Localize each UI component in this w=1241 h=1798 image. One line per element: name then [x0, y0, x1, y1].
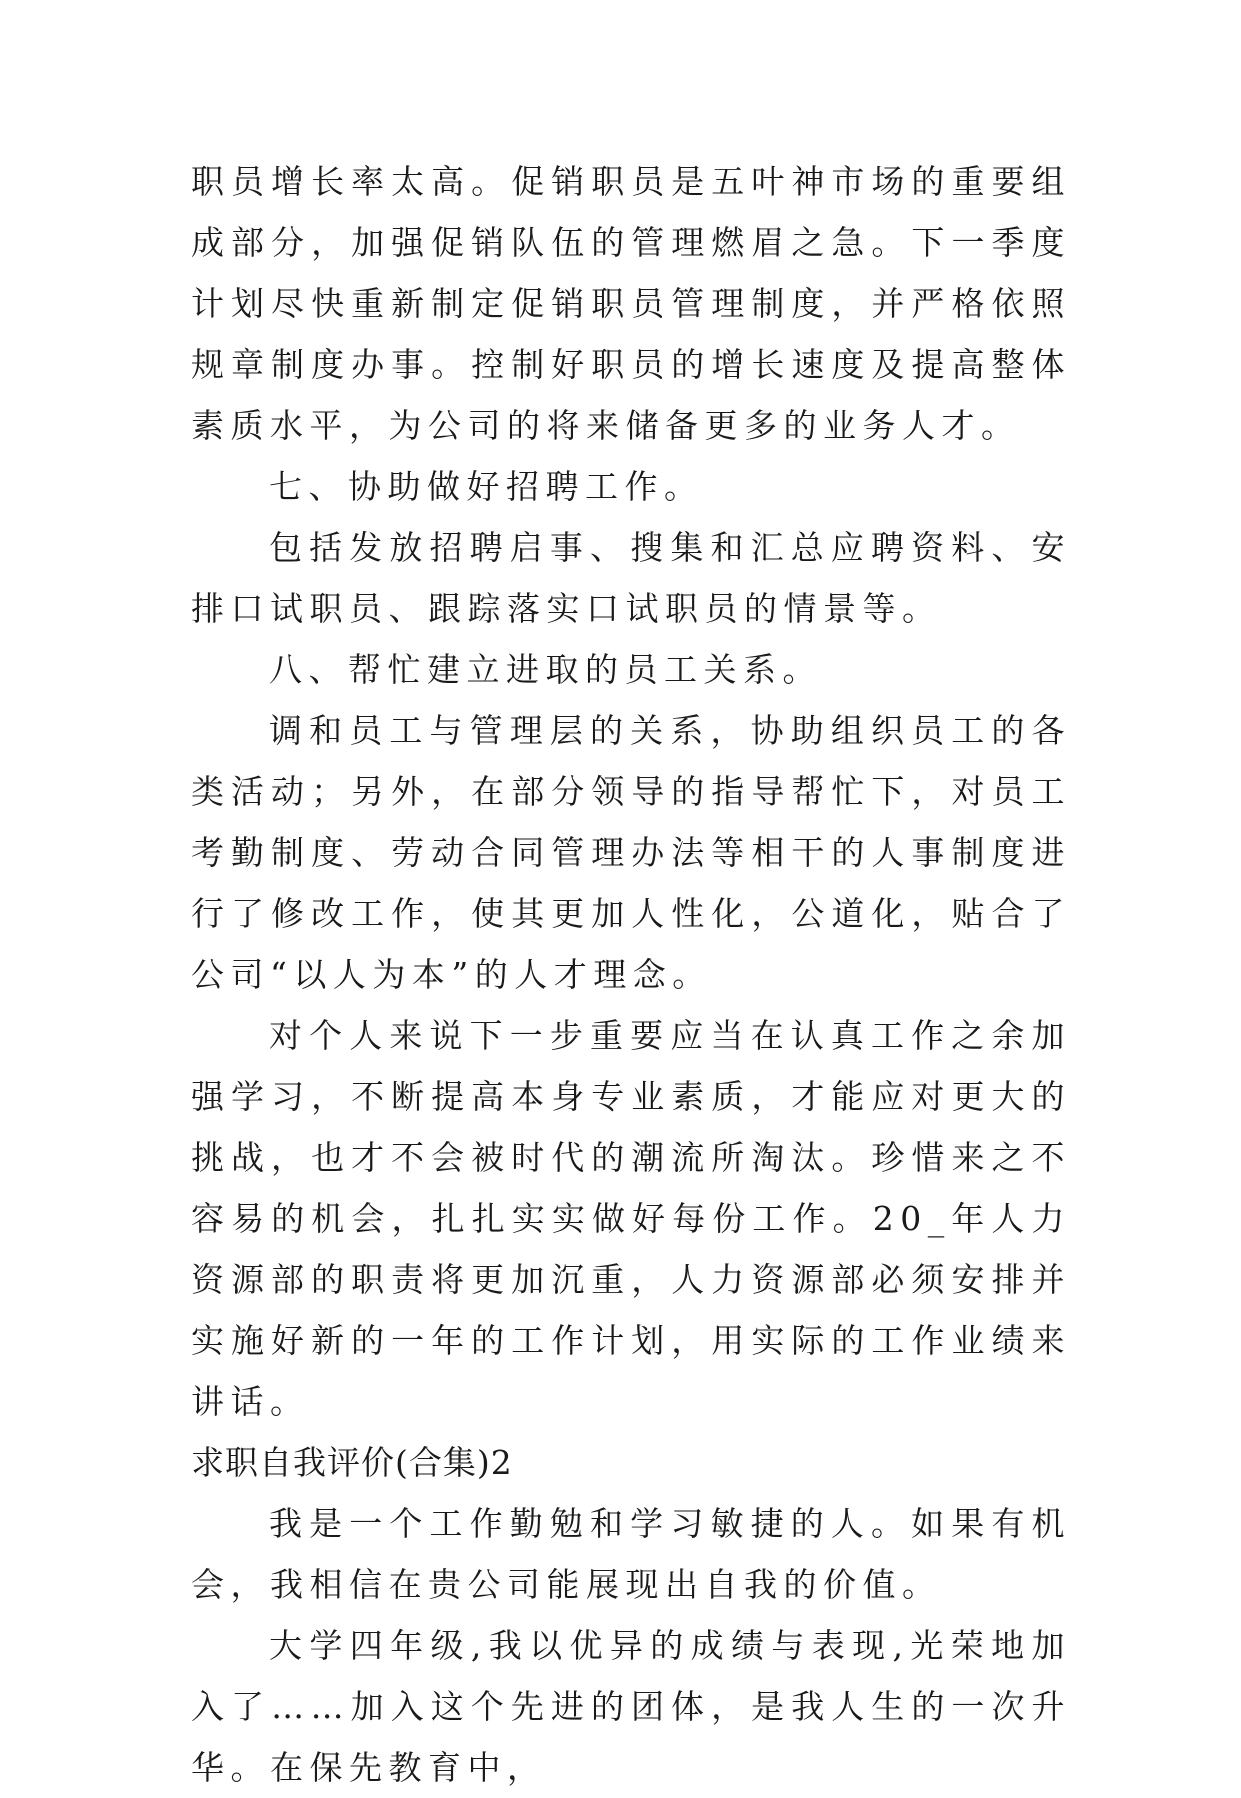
paragraph-self-evaluation: 我是一个工作勤勉和学习敏捷的人。如果有机会，我相信在贵公司能展现出自我的价值。 [191, 1504, 1071, 1604]
paragraph-employee-relations: 调和员工与管理层的关系，协助组织员工的各类活动；另外，在部分领导的指导帮忙下，对员工考勤制度、劳动合同管理办法等相干的人事制度进行了修改工作，使其更加人性化，公道化，贴合了公司“以人为本”的人才理念。 [191, 711, 1071, 994]
paragraph-recruitment: 包括发放招聘启事、搜集和汇总应聘资料、安排口试职员、跟踪落实口试职员的情景等。 [191, 528, 1071, 628]
paragraph-continued: 职员增长率太高。促销职员是五叶神市场的重要组成部分，加强促销队伍的管理燃眉之急。下一季度计划尽快重新制定促销职员管理制度，并严格依照规章制度办事。控制好职员的增长速度及提高整体素质水平，为公司的将来储备更多的业务人才。 [191, 162, 1071, 445]
section-title: 求职自我评价(合集)2 [191, 1443, 513, 1482]
heading-seven: 七、协助做好招聘工作。 [269, 467, 704, 506]
heading-eight: 八、帮忙建立进取的员工关系。 [269, 650, 822, 689]
document-body [191, 151, 1071, 1798]
paragraph-university: 大学四年级,我以优异的成绩与表现,光荣地加入了……加入这个先进的团体，是我人生的一次升华。在保先教育中， [191, 1626, 1071, 1787]
paragraph-personal-plan: 对个人来说下一步重要应当在认真工作之余加强学习，不断提高本身专业素质，才能应对更大的挑战，也才不会被时代的潮流所淘汰。珍惜来之不容易的机会，扎扎实实做好每份工作。20_年人力资源部的职责将更加沉重，人力资源部必须安排并实施好新的一年的工作计划，用实际的工作业绩来讲话。 [191, 1016, 1071, 1421]
